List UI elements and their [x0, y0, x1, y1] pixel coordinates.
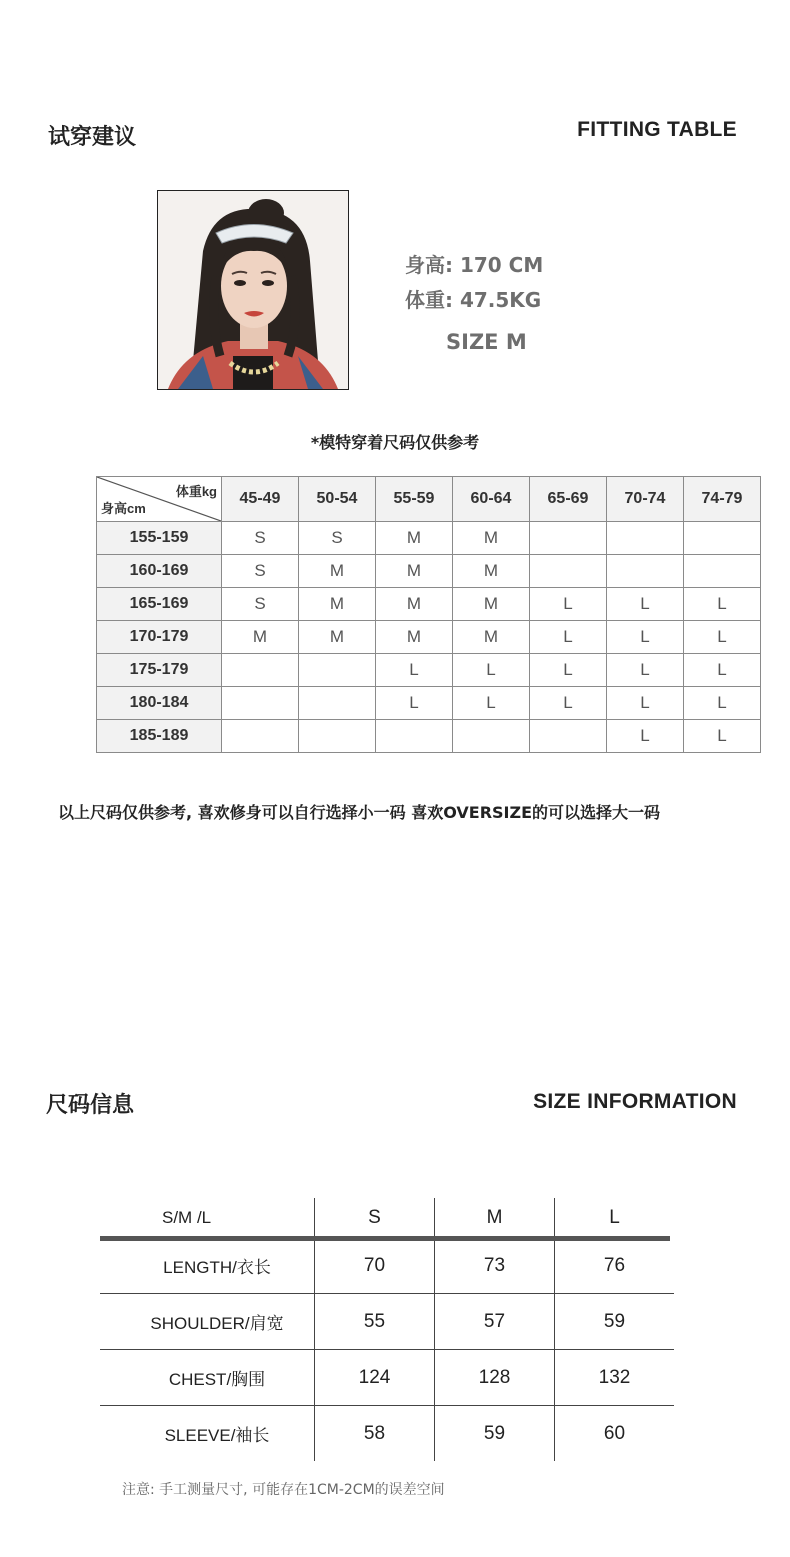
measurement-label: LENGTH/衣长	[100, 1238, 315, 1294]
size-cell: S	[222, 522, 299, 555]
size-cell	[684, 555, 761, 588]
size-header-label: S/M /L	[162, 1208, 212, 1227]
table-row	[97, 720, 761, 753]
measurement-value: 76	[555, 1238, 675, 1294]
size-cell: L	[376, 654, 453, 687]
size-cell: M	[453, 555, 530, 588]
size-table-header-divider	[100, 1236, 670, 1241]
table-row	[100, 1294, 674, 1350]
measurement-value: 59	[435, 1406, 555, 1462]
weight-range-header: 50-54	[299, 477, 376, 522]
size-cell	[530, 720, 607, 753]
size-cell	[607, 522, 684, 555]
weight-range-header: 74-79	[684, 477, 761, 522]
fitting-heading-cn: 试穿建议	[48, 125, 137, 150]
measurement-value: 60	[555, 1406, 675, 1462]
size-header-m: M	[435, 1198, 555, 1238]
model-height: 身高: 170 CM	[405, 253, 544, 277]
size-cell	[222, 654, 299, 687]
size-cell	[222, 720, 299, 753]
size-cell: M	[299, 621, 376, 654]
table-row	[100, 1406, 674, 1462]
size-cell	[530, 555, 607, 588]
size-info-heading-en: SIZE INFORMATION	[533, 1090, 737, 1113]
size-cell: M	[376, 621, 453, 654]
height-range: 165-169	[97, 588, 222, 621]
height-range: 170-179	[97, 621, 222, 654]
size-cell: L	[453, 654, 530, 687]
model-stats	[405, 248, 543, 318]
table-row	[97, 522, 761, 555]
size-cell: L	[376, 687, 453, 720]
size-cell	[684, 522, 761, 555]
table-row	[97, 654, 761, 687]
size-cell	[222, 687, 299, 720]
fitting-table-header-row	[97, 477, 761, 522]
size-cell	[453, 720, 530, 753]
size-cell: L	[530, 621, 607, 654]
size-cell: M	[376, 555, 453, 588]
measurement-label: CHEST/胸围	[100, 1350, 315, 1406]
size-info-heading-cn: 尺码信息	[46, 1093, 135, 1118]
weight-range-header: 65-69	[530, 477, 607, 522]
size-cell: M	[453, 588, 530, 621]
size-cell	[376, 720, 453, 753]
size-cell: M	[453, 621, 530, 654]
size-cell: L	[607, 720, 684, 753]
size-table-header-row	[100, 1198, 674, 1238]
table-row	[97, 555, 761, 588]
fitting-table	[96, 476, 761, 753]
fitting-table-corner	[97, 477, 222, 522]
size-cell: M	[376, 522, 453, 555]
corner-height-label: 身高cm	[101, 501, 146, 516]
fitting-heading-en: FITTING TABLE	[577, 118, 737, 141]
size-cell: S	[222, 588, 299, 621]
size-cell: S	[299, 522, 376, 555]
weight-range-header: 45-49	[222, 477, 299, 522]
measurement-note: 注意: 手工测量尺寸, 可能存在1CM-2CM的误差空间	[122, 1482, 445, 1498]
size-cell	[530, 522, 607, 555]
height-range: 180-184	[97, 687, 222, 720]
weight-range-header: 55-59	[376, 477, 453, 522]
model-photo	[157, 190, 349, 390]
weight-range-header: 70-74	[607, 477, 684, 522]
size-cell: M	[376, 588, 453, 621]
size-header-l: L	[555, 1198, 675, 1238]
table-row	[100, 1238, 674, 1294]
measurement-value: 59	[555, 1294, 675, 1350]
size-cell: L	[684, 687, 761, 720]
table-row	[97, 687, 761, 720]
height-range: 185-189	[97, 720, 222, 753]
measurement-value: 58	[315, 1406, 435, 1462]
size-cell: L	[607, 621, 684, 654]
table-row	[97, 588, 761, 621]
size-cell: L	[607, 588, 684, 621]
measurement-label: SHOULDER/肩宽	[100, 1294, 315, 1350]
size-cell: L	[684, 621, 761, 654]
size-cell: L	[607, 687, 684, 720]
measurement-value: 128	[435, 1350, 555, 1406]
size-cell: S	[222, 555, 299, 588]
size-cell: L	[453, 687, 530, 720]
size-cell	[299, 687, 376, 720]
size-cell: L	[684, 654, 761, 687]
size-cell: M	[453, 522, 530, 555]
size-cell: M	[299, 588, 376, 621]
size-cell: L	[684, 720, 761, 753]
measurement-value: 132	[555, 1350, 675, 1406]
model-size-note: *模特穿着尺码仅供参考	[310, 433, 480, 452]
model-weight: 体重: 47.5KG	[405, 288, 542, 312]
weight-range-header: 60-64	[453, 477, 530, 522]
fitting-note: 以上尺码仅供参考, 喜欢修身可以自行选择小一码 喜欢OVERSIZE的可以选择大一码	[58, 803, 661, 822]
height-range: 160-169	[97, 555, 222, 588]
measurement-value: 55	[315, 1294, 435, 1350]
model-portrait-image	[158, 191, 348, 389]
measurement-value: 73	[435, 1238, 555, 1294]
measurement-label: SLEEVE/袖长	[164, 1426, 270, 1445]
measurement-value: 124	[315, 1350, 435, 1406]
size-cell: M	[222, 621, 299, 654]
height-range: 175-179	[97, 654, 222, 687]
size-cell: L	[530, 588, 607, 621]
size-cell: L	[607, 654, 684, 687]
table-row	[100, 1350, 674, 1406]
measurement-value: 57	[435, 1294, 555, 1350]
model-size: SIZE M	[446, 330, 527, 354]
table-row	[97, 621, 761, 654]
measurement-value: 70	[315, 1238, 435, 1294]
size-cell: M	[299, 555, 376, 588]
size-cell	[607, 555, 684, 588]
size-cell: L	[530, 687, 607, 720]
corner-weight-label: 体重kg	[175, 484, 217, 499]
size-cell	[299, 720, 376, 753]
size-cell: L	[530, 654, 607, 687]
size-cell: L	[684, 588, 761, 621]
size-header-s: S	[315, 1198, 435, 1238]
height-range: 155-159	[97, 522, 222, 555]
size-cell	[299, 654, 376, 687]
